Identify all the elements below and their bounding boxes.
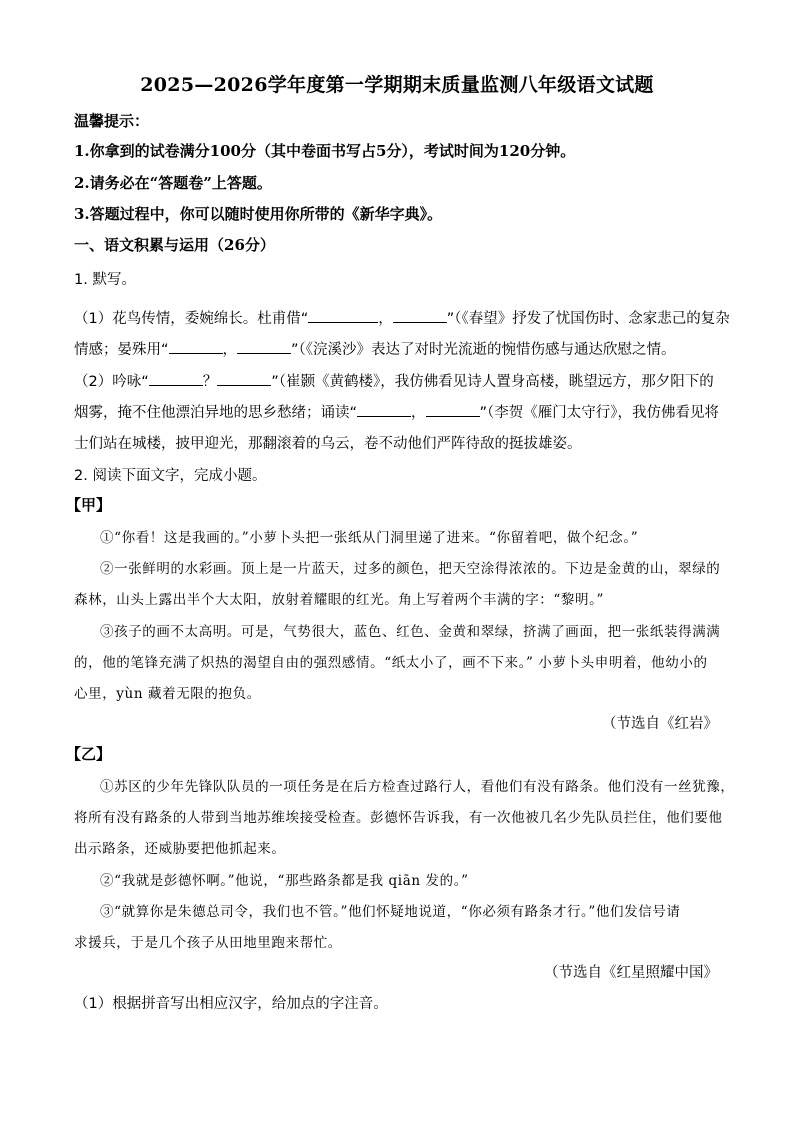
jia-line-6: 心里，yùn 藏着无限的抱负。 [74, 686, 261, 702]
q1-part2-line2 [74, 401, 719, 422]
q1-part1-line1 [74, 307, 730, 328]
yi-line-5: ③“就算你是朱德总司令，我们也不管。”他们怀疑地说道，“你必须有路条才行。”他们发信号请 [100, 904, 681, 920]
yi-line-1: ①苏区的少年先锋队队员的一项任务是在后方检查过路行人，看他们有没有路条。他们没有一丝犹豫， [100, 779, 735, 795]
yi-line-4: ②“我就是彭德怀啊。”他说，“那些路条都是我 qiān 发的。” [100, 873, 469, 889]
tips-heading: 温馨提示： [74, 112, 150, 130]
jia-line-4: ③孩子的画不太高明。可是，气势很大，蓝色、红色、金黄和翠绿，挤满了画面，把一张纸装得满满 [100, 624, 721, 640]
tip-item-2: 2.请务必在“答题卷”上答题。 [74, 174, 272, 192]
yi-source: （节选自《红星照耀中国》 [544, 965, 718, 981]
q1p2-text-a: （2）吟咏“ [74, 374, 149, 390]
question-1-stem: 1. 默写。 [74, 272, 136, 288]
q1p2-sep2: ， [411, 405, 426, 421]
answer-blank[interactable] [217, 371, 271, 386]
jia-line-5: 的，他的笔锋充满了炽热的渴望自由的强烈感情。“纸太小了，画不下来。” 小萝卜头申明着，他幼小的 [74, 655, 708, 671]
answer-blank[interactable] [308, 308, 378, 323]
q1-part1-line2 [74, 338, 676, 359]
yi-line-3: 出示路条，还威胁要把他抓起来。 [74, 841, 286, 857]
q1p2-text-c: 烟雾，掩不住他漂泊异地的思乡愁绪；诵读“ [74, 405, 358, 421]
q1p1-text-b: ”（《春望》抒发了忧国伤时、念家悲己的复杂 [446, 311, 730, 327]
answer-blank[interactable] [169, 339, 223, 354]
q1p1-sep2: ， [222, 342, 238, 358]
q1-part2-line1 [74, 370, 714, 391]
q1p2-sep1: ？ [202, 374, 218, 390]
exam-title: 2025—2026学年度第一学期期末质量监测八年级语文试题 [140, 74, 654, 96]
question-2-sub-1: （1）根据拼音写出相应汉字，给加点的字注音。 [74, 996, 388, 1012]
jia-source: （节选自《红岩》 [602, 716, 718, 732]
jia-line-2: ②一张鲜明的水彩画。顶上是一片蓝天，过多的颜色，把天空涂得浓浓的。下边是金黄的山，翠绿的 [100, 561, 721, 577]
answer-blank[interactable] [426, 402, 480, 417]
passage-jia-label: 【甲】 [66, 496, 112, 514]
passage-yi-label: 【乙】 [66, 745, 112, 763]
q1p1-sep1: ， [378, 311, 393, 327]
tip-item-3: 3.答题过程中，你可以随时使用你所带的《新华字典》。 [74, 205, 443, 223]
yi-line-6: 求援兵，于是几个孩子从田地里跑来帮忙。 [74, 935, 342, 951]
q1p1-text-c: 情感；晏殊用“ [74, 342, 169, 358]
q1p2-text-d: ”（李贺《雁门太守行》，我仿佛看见将 [479, 405, 720, 421]
question-2-stem: 2. 阅读下面文字，完成小题。 [74, 468, 267, 484]
jia-line-1: ①“你看！这是我画的。”小萝卜头把一张纸从门洞里递了进来。“你留着吧，做个纪念。” [100, 530, 639, 546]
tip-item-1: 1.你拿到的试卷满分100分（其中卷面书写占5分），考试时间为120分钟。 [74, 142, 576, 160]
q1-part2-line3: 士们站在城楼，披甲迎光，那翻滚着的乌云，卷不动他们严阵待敌的挺拔雄姿。 [74, 436, 582, 452]
q1p2-text-b: ”（崔颢《黄鹤楼》，我仿佛看见诗人置身高楼，眺望远方，那夕阳下的 [271, 374, 714, 390]
section-heading: 一、语文积累与运用（26分） [74, 236, 275, 254]
yi-line-2: 将所有没有路条的人带到当地苏维埃接受检查。彭德怀告诉我，有一次他被几名少先队员拦住，他们要他 [74, 810, 723, 826]
q1p1-text-d: ”（《浣溪沙》表达了对时光流逝的惋惜伤感与通达欣慰之情。 [291, 342, 676, 358]
answer-blank[interactable] [237, 339, 291, 354]
answer-blank[interactable] [149, 371, 203, 386]
answer-blank[interactable] [393, 308, 447, 323]
jia-line-3: 森林，山头上露出半个大太阳，放射着耀眼的红光。角上写着两个丰满的字：“黎明。” [74, 592, 604, 608]
answer-blank[interactable] [357, 402, 411, 417]
q1p1-text-a: （1）花鸟传情，委婉绵长。杜甫借“ [74, 311, 309, 327]
